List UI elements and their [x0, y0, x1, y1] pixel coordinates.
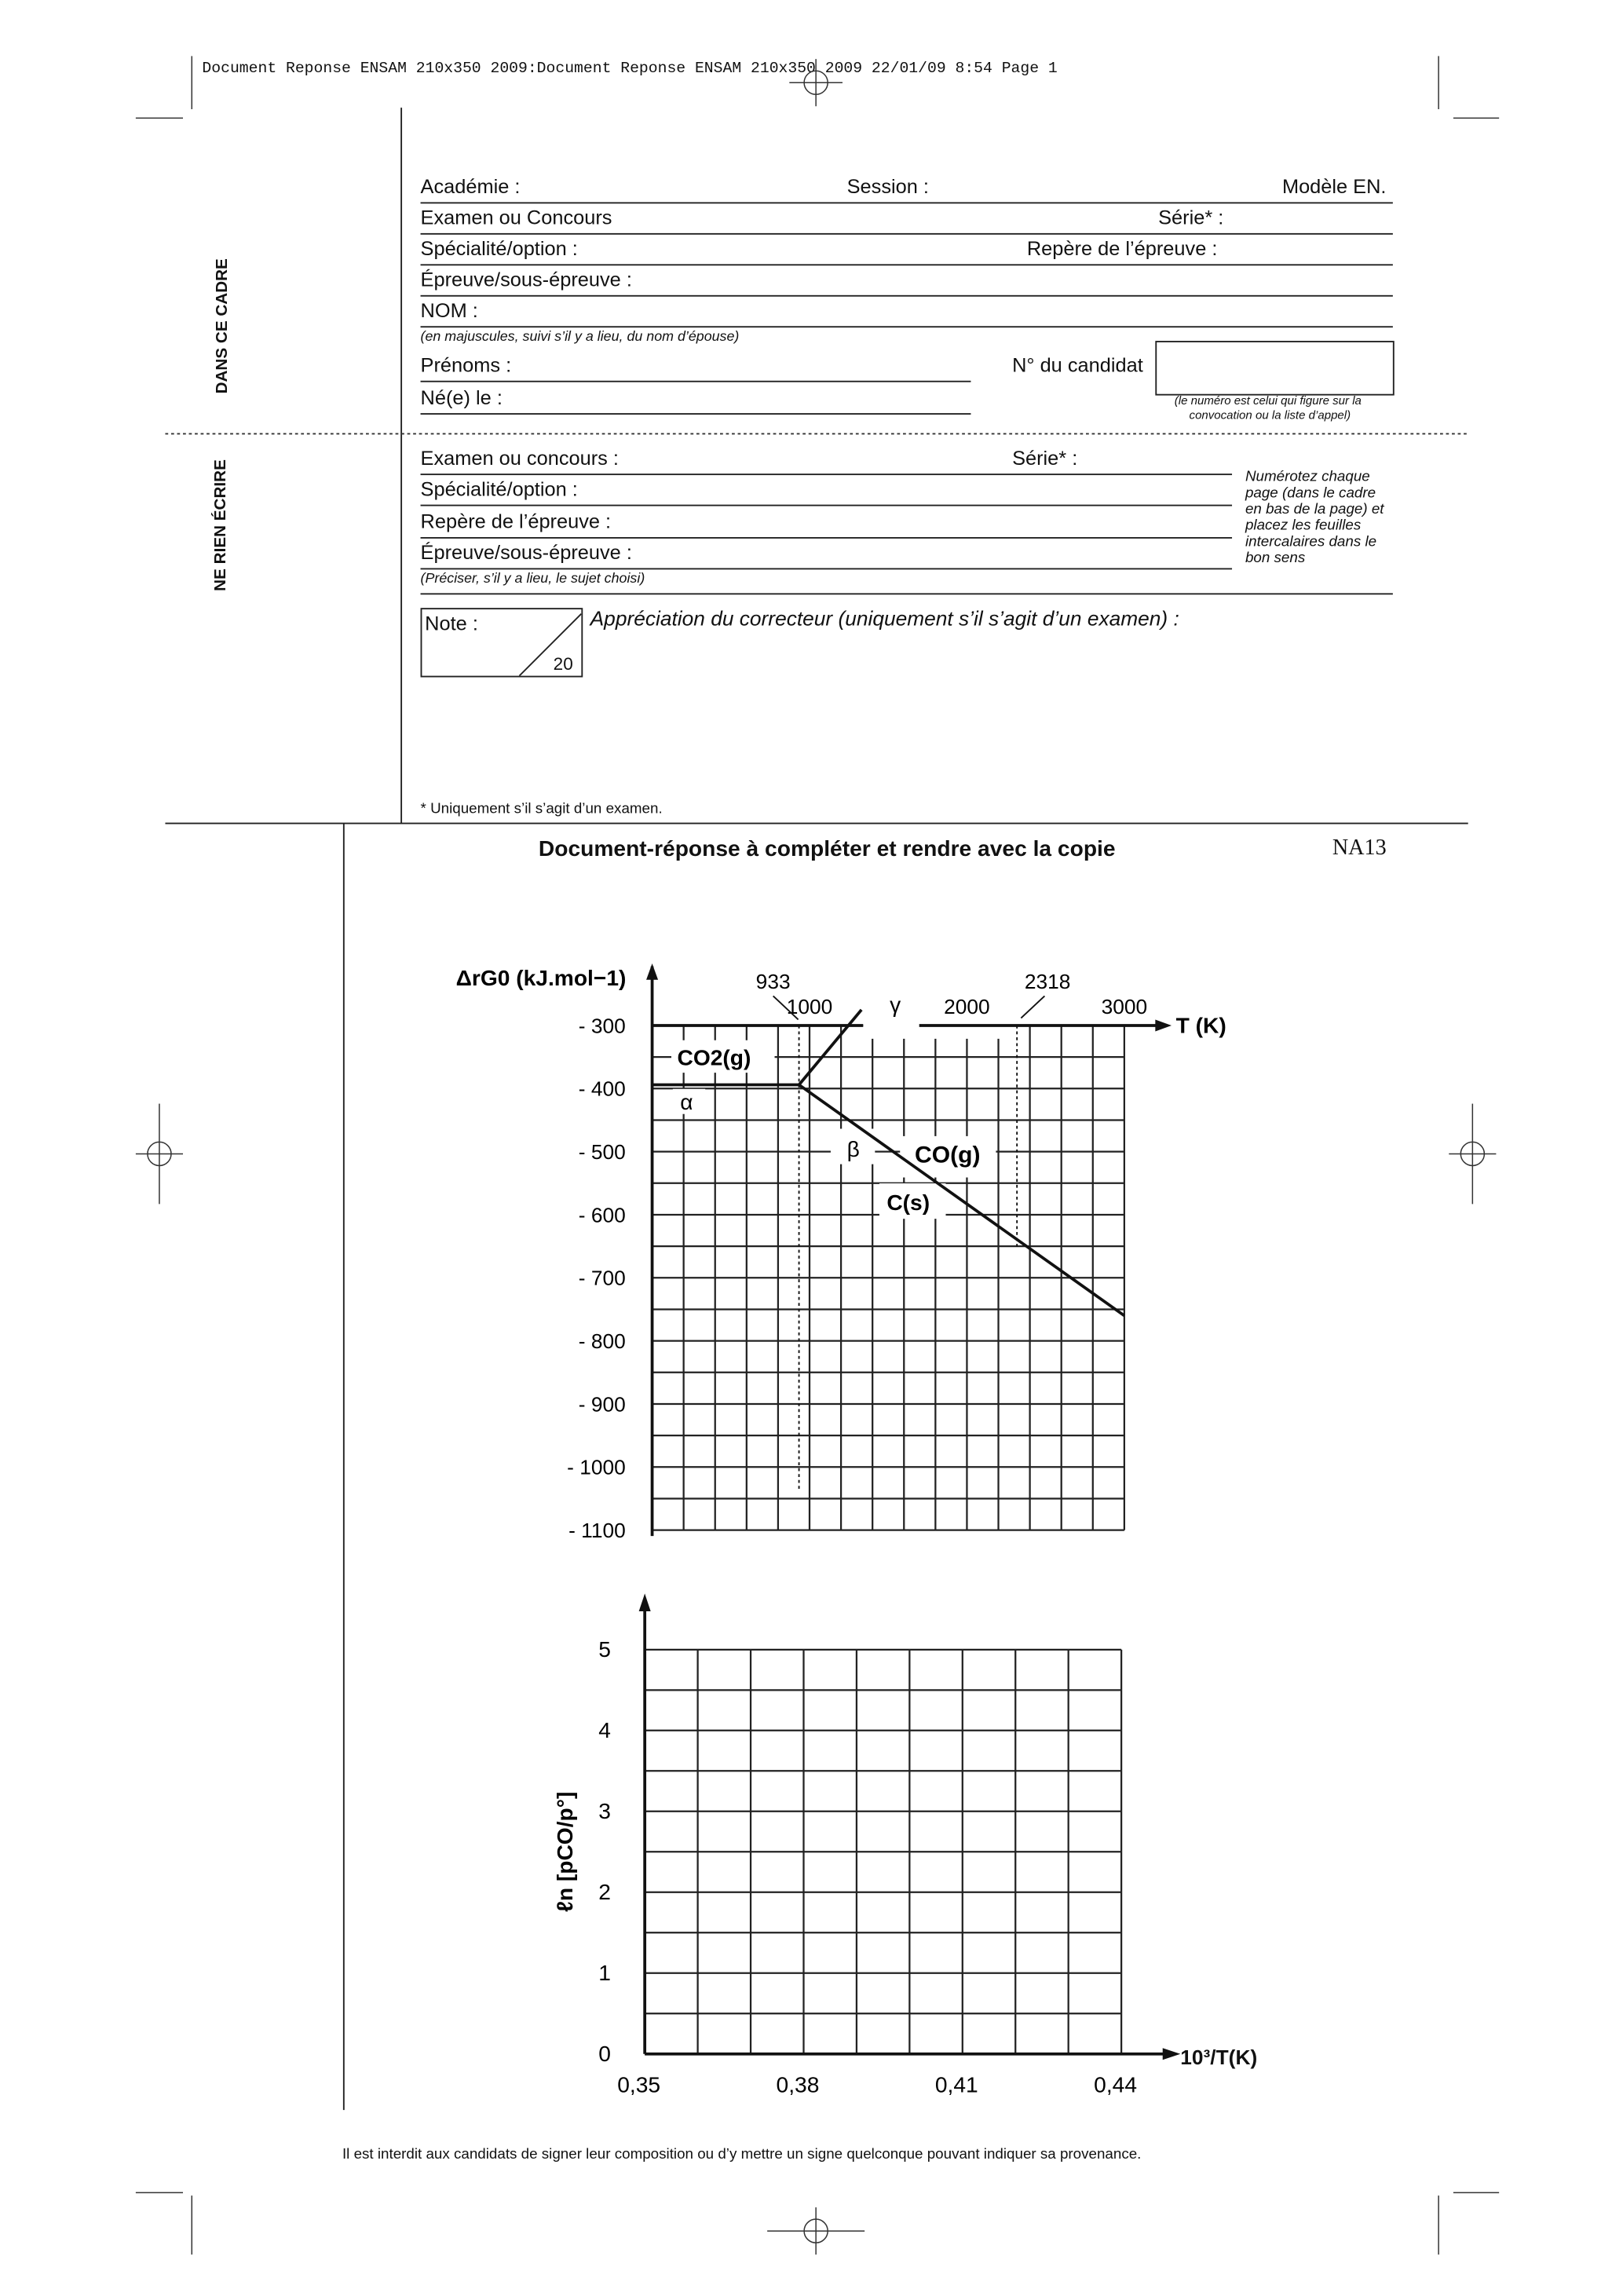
label-co2: CO2(g)	[677, 1044, 751, 1070]
specialite2-label: Spécialité/option :	[420, 477, 578, 501]
note-label: Note :	[425, 612, 478, 635]
side-label-bottom: NE RIEN ÉCRIRE	[211, 459, 230, 591]
label-alpha: α	[680, 1089, 693, 1115]
y-tick-label: - 1000	[567, 1455, 626, 1479]
y-tick-label: - 700	[578, 1266, 626, 1290]
label-cs: C(s)	[886, 1189, 930, 1215]
print-header: Document Reponse ENSAM 210x350 2009:Document Reponse ENSAM 210x350 2009 22/01/09 8:54 Page 1	[202, 60, 1058, 79]
note-max: 20	[553, 653, 573, 675]
x-tick-label: 0,41	[934, 2071, 978, 2097]
epreuve2-label: Épreuve/sous-épreuve :	[420, 541, 632, 564]
y-axis-label: ΔrG0 (kJ.mol−1)	[455, 965, 627, 991]
x-tick-label: 0,35	[617, 2071, 661, 2097]
prenoms-label: Prénoms :	[420, 353, 512, 377]
examen-label: Examen ou Concours	[420, 207, 612, 229]
y-tick-label: 4	[598, 1717, 611, 1743]
y-tick-label: 1	[598, 1960, 611, 1986]
label-co: CO(g)	[915, 1142, 981, 1168]
y-tick-label: - 300	[578, 1014, 626, 1038]
x-tick-label: 0,44	[1094, 2071, 1138, 2097]
x-axis-label: T (K)	[1175, 1012, 1226, 1038]
y-tick-label: - 400	[578, 1077, 626, 1101]
epreuve-hint: (Préciser, s’il y a lieu, le sujet choisi)	[420, 571, 645, 587]
numerotez-line: en bas de la page) et	[1245, 501, 1384, 518]
x-tick-label: 3000	[1101, 994, 1148, 1018]
y-axis-label: ℓn [pCO/p°]	[552, 1791, 578, 1912]
side-label-top: DANS CE CADRE	[214, 258, 232, 394]
academie-label: Académie :	[420, 175, 521, 198]
label-beta: β	[846, 1136, 860, 1162]
x-tick-label: 2000	[944, 994, 990, 1018]
candidat-hint-1: (le numéro est celui qui figure sur la	[1174, 393, 1362, 408]
y-tick-label: - 500	[578, 1140, 626, 1164]
serie2-label: Série* :	[1012, 447, 1078, 470]
document-title: Document-réponse à compléter et rendre avec la copie	[538, 836, 1116, 862]
x-axis-label: 10³/T(K)	[1180, 2045, 1258, 2069]
nom-hint: (en majuscules, suivi s’il y a lieu, du nom d’épouse)	[420, 329, 740, 345]
y-tick-label: - 1100	[568, 1519, 626, 1543]
epreuve-label: Épreuve/sous-épreuve :	[420, 268, 632, 291]
appreciation-label: Appréciation du correcteur (uniquement s’il s’agit d’un examen) :	[590, 606, 1179, 631]
y-tick-label: 3	[598, 1798, 611, 1824]
document-code: NA13	[1332, 836, 1387, 861]
y-tick-label: 5	[598, 1636, 611, 1662]
candidat-label: N° du candidat	[1012, 353, 1143, 377]
y-tick-label: - 600	[578, 1203, 626, 1227]
label-gamma: γ	[890, 992, 901, 1018]
numerotez-line: bon sens	[1245, 550, 1306, 567]
y-tick-label: 0	[598, 2041, 611, 2067]
annotation-933: 933	[755, 969, 791, 993]
x-axis-arrow	[1163, 2048, 1181, 2060]
x-tick-label: 0,38	[776, 2071, 820, 2097]
footnote: * Uniquement s’il s’agit d’un examen.	[420, 801, 663, 818]
y-axis-arrow	[639, 1593, 651, 1611]
ne-le-label: Né(e) le :	[420, 386, 503, 409]
examen2-label: Examen ou concours :	[420, 447, 619, 470]
repere2-label: Repère de l’épreuve :	[420, 510, 612, 533]
numerotez-line: placez les feuilles	[1245, 517, 1362, 535]
numerotez-line: page (dans le cadre	[1245, 485, 1376, 502]
numerotez-line: Numérotez chaque	[1245, 469, 1370, 486]
x-tick-label: 1000	[786, 994, 833, 1018]
repere-label: Repère de l’épreuve :	[1026, 237, 1218, 260]
specialite-label: Spécialité/option :	[420, 237, 578, 260]
numerotez-line: intercalaires dans le	[1245, 534, 1377, 550]
serie-label: Série* :	[1158, 207, 1224, 229]
annotation-2318: 2318	[1024, 969, 1071, 993]
nom-label: NOM :	[420, 299, 478, 322]
y-tick-label: - 800	[578, 1329, 626, 1354]
footer-notice: Il est interdit aux candidats de signer leur composition ou d’y mettre un signe quelconque pouvant indiquer sa provenance.	[342, 2147, 1142, 2163]
modele-label: Modèle EN.	[1281, 175, 1387, 198]
y-tick-label: - 900	[578, 1392, 626, 1417]
session-label: Session :	[846, 175, 929, 198]
y-tick-label: 2	[598, 1879, 611, 1905]
candidat-hint-2: convocation ou la liste d’appel)	[1189, 408, 1351, 422]
